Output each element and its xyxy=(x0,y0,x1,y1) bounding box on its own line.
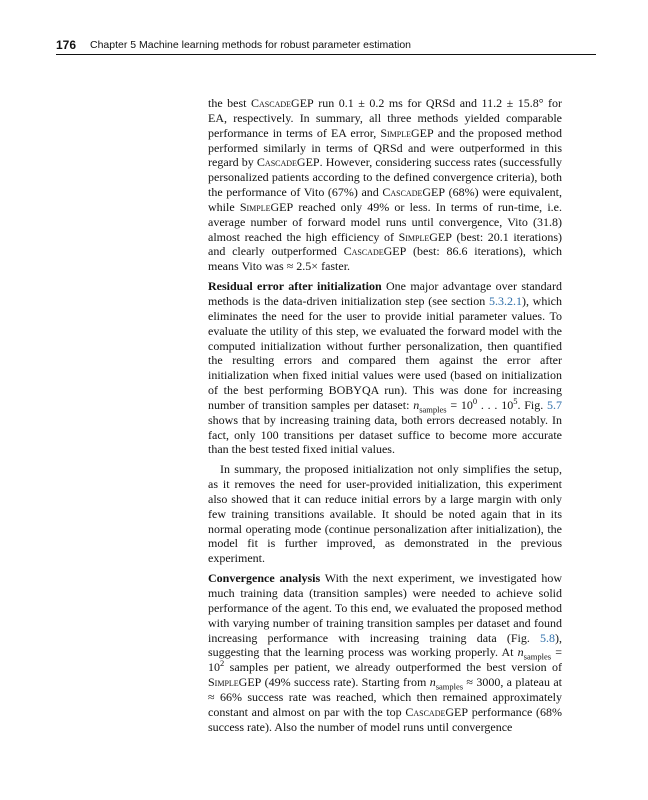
body-text xyxy=(208,96,562,739)
method-name: CascadeGEP xyxy=(382,185,446,200)
method-name: SimpleGEP xyxy=(239,199,294,214)
paragraph-convergence-analysis: Convergence analysis With the next experiment, we investigated how much training data (transition samples) were needed to achieve solid performance of the agent. To this end, we evaluated the proposed method with varying number of training transition samples per dataset and found increasing performance with increasing training data (Fig. 5.8), suggesting that the learning process was working properly. At $n_{samples} = 10^2$ samples per patient, we already outperformed the best version of SimpleGEP (49% success rate). Starting from $n_{samples} \approx 3000$, a plateau at ≈ 66% success rate was reached, which then remained approximately constant and almost on par with the top CascadeGEP performance (68% success rate). Also the number of model runs until convergence xyxy=(208,571,563,734)
method-name: CascadeGEP xyxy=(405,704,469,719)
method-name: SimpleGEP xyxy=(380,125,434,140)
method-name: SimpleGEP xyxy=(208,675,262,690)
section-reference-link[interactable]: 5.3.2.1 xyxy=(488,293,522,308)
figure-reference-link[interactable]: 5.8 xyxy=(540,630,555,645)
paragraph-heading: Residual error after initialization xyxy=(208,279,382,294)
method-name: CascadeGEP xyxy=(251,96,314,110)
running-head: Chapter 5 Machine learning methods for robust parameter estimation xyxy=(90,39,411,51)
method-name: CascadeGEP xyxy=(256,155,320,170)
paragraph-residual-error: Residual error after initialization One major advantage over standard methods is the data-driven initialization step (see section 5.3.2.1), which eliminates the need for the user to provide initial parameter values. To evaluate the utility of this step, we evaluated the forward model with the computed initialization without further personalization, then quantified the resulting errors and compared them against the error after initialization when fixed initial values were used (based on initialization of the best performing BOBYQA run). This was done for increasing number of transition samples per dataset: $n_{samples} = 10^0$ . . . $10^5$. Fig. 5.7 shows that by increasing training data, both errors decreased notably. In fact, only 100 transitions per dataset suffice to become more accurate than the best tested fixed initial values. xyxy=(208,279,562,457)
figure-reference-link[interactable]: 5.7 xyxy=(547,397,562,412)
method-name: SimpleGEP xyxy=(398,229,452,244)
page-header xyxy=(56,38,596,55)
paragraph-initialization-summary: In summary, the proposed initialization not only simplifies the setup, as it removes the need for user-provided initialization, this experiment also showed that it can reduce initial errors by a large margin with only few training transitions available. It should be noted again that in its normal operating mode (continue personalization after initialization), the model fit is further improved, as demonstrated in the previous experiment. xyxy=(208,462,562,566)
method-name: CascadeGEP xyxy=(343,244,407,259)
page-number: 176 xyxy=(56,38,77,52)
paragraph-heading: Convergence analysis xyxy=(208,571,321,586)
paragraph-results-summary: the best CascadeGEP run 0.1 ± 0.2 ms for QRSd and 11.2 ± 15.8° for EA, respectively. In summary, all three methods yielded comparable performance in terms of EA error, SimpleGEP and the proposed method performed similarly in terms of QRSd and were outperformed in this regard by CascadeGEP. However, considering success rates (successfully personalized patients according to the defined convergence criteria), both the performance of Vito (67%) and CascadeGEP (68%) were equivalent, while SimpleGEP reached only 49% or less. In terms of run-time, i.e. average number of forward model runs until convergence, Vito (31.8) almost reached the high efficiency of SimpleGEP (best: 20.1 iterations) and clearly outperformed CascadeGEP (best: 86.6 iterations), which means Vito was ≈ 2.5× faster. xyxy=(208,96,562,274)
